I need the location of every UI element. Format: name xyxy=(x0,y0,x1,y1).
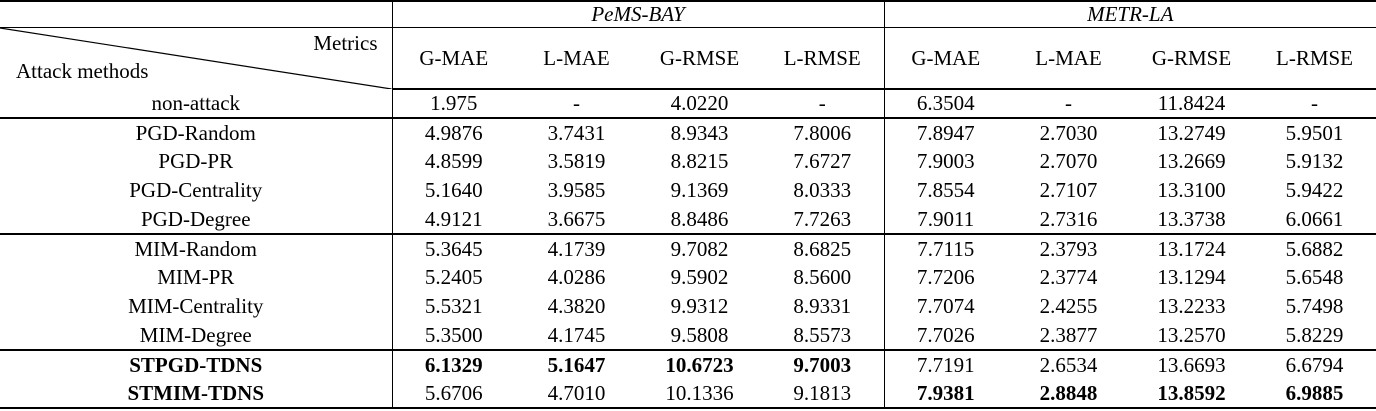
value-cell: - xyxy=(761,89,884,118)
value-cell: 5.1647 xyxy=(547,352,606,377)
value-cell: 7.7026 xyxy=(884,321,1007,350)
value-cell: 8.8486 xyxy=(638,205,761,234)
value-cell: 5.6548 xyxy=(1285,265,1344,289)
value-cell: 2.3793 xyxy=(1039,236,1098,261)
corner-metrics-label: Metrics xyxy=(313,31,378,55)
value-cell: 4.0286 xyxy=(547,265,606,289)
table-row xyxy=(0,118,1376,147)
value-cell: 6.0661 xyxy=(1253,205,1376,234)
table-row xyxy=(0,321,1376,350)
value-cell: 9.5808 xyxy=(638,321,761,350)
value-cell: 7.8006 xyxy=(793,120,852,145)
value-cell: 6.6794 xyxy=(1285,352,1344,377)
value-cell: 13.2749 xyxy=(1157,120,1226,145)
value-cell: 2.3877 xyxy=(1007,321,1130,350)
value-cell: 13.1294 xyxy=(1157,265,1226,289)
method-cell: non-attack xyxy=(0,89,392,118)
value-cell: 9.5902 xyxy=(670,265,729,289)
group-header-metr-la: METR-LA xyxy=(884,1,1376,28)
value-cell: 13.6693 xyxy=(1157,352,1226,377)
dataset-header-row xyxy=(0,1,1376,28)
value-cell: 5.9422 xyxy=(1285,178,1344,202)
value-cell: 8.5600 xyxy=(793,265,852,289)
value-cell: 9.9312 xyxy=(670,294,729,318)
value-cell: 2.8848 xyxy=(1039,380,1098,405)
value-cell: 5.3645 xyxy=(392,234,515,263)
value-cell: 7.6727 xyxy=(793,149,852,173)
value-cell: 13.3100 xyxy=(1157,178,1226,202)
value-cell: 11.8424 xyxy=(1130,89,1253,118)
value-cell: 7.7115 xyxy=(884,234,1007,263)
value-cell: 2.7316 xyxy=(1007,205,1130,234)
value-cell: 6.3504 xyxy=(884,89,1007,118)
value-cell: 4.9876 xyxy=(392,118,515,147)
value-cell: 6.1329 xyxy=(392,350,515,379)
value-cell: 9.1369 xyxy=(670,178,729,202)
metric-header: L-MAE xyxy=(1007,28,1130,90)
value-cell: 7.9381 xyxy=(884,379,1007,408)
value-cell: 4.8599 xyxy=(392,147,515,176)
value-cell: 2.3774 xyxy=(1039,265,1098,289)
value-cell: 7.9011 xyxy=(884,205,1007,234)
table-row xyxy=(0,350,1376,379)
value-cell: 4.7010 xyxy=(547,380,606,405)
method-cell: MIM-PR xyxy=(157,265,235,289)
value-cell: 4.0220 xyxy=(638,89,761,118)
table-row xyxy=(0,263,1376,292)
table-row xyxy=(0,89,1376,118)
corner-attack-methods-label: Attack methods xyxy=(16,59,149,83)
table-row xyxy=(0,205,1376,234)
value-cell: 1.975 xyxy=(392,89,515,118)
metric-header: G-RMSE xyxy=(638,28,761,90)
value-cell: 5.9501 xyxy=(1285,120,1344,145)
value-cell: 8.8215 xyxy=(670,149,729,173)
table-body xyxy=(0,89,1376,408)
value-cell: 13.2669 xyxy=(1157,149,1226,173)
value-cell: 5.5321 xyxy=(392,292,515,321)
method-cell: MIM-Random xyxy=(134,236,257,261)
value-cell: 13.2233 xyxy=(1157,294,1226,318)
value-cell: 5.6706 xyxy=(392,379,515,408)
value-cell: 13.1724 xyxy=(1157,236,1226,261)
value-cell: 9.7082 xyxy=(670,236,729,261)
method-cell: MIM-Centrality xyxy=(128,294,264,318)
table-row xyxy=(0,292,1376,321)
value-cell: 4.1745 xyxy=(515,321,638,350)
value-cell: 7.7263 xyxy=(761,205,884,234)
value-cell: 2.4255 xyxy=(1039,294,1098,318)
value-cell: 6.9885 xyxy=(1285,380,1344,405)
table-row xyxy=(0,147,1376,176)
corner-empty-cell xyxy=(0,1,392,28)
value-cell: 13.3738 xyxy=(1130,205,1253,234)
value-cell: 8.0333 xyxy=(793,178,852,202)
value-cell: 8.6825 xyxy=(793,236,852,261)
value-cell: 3.9585 xyxy=(547,178,606,202)
value-cell: 7.7206 xyxy=(884,263,1007,292)
value-cell: 9.7003 xyxy=(793,352,852,377)
value-cell: - xyxy=(1253,89,1376,118)
method-cell: PGD-PR xyxy=(158,149,234,173)
value-cell: 8.5573 xyxy=(761,321,884,350)
value-cell: 8.9331 xyxy=(793,294,852,318)
value-cell: 10.1336 xyxy=(665,380,734,405)
group-header-pems-bay: PeMS-BAY xyxy=(392,1,884,28)
value-cell: 7.9003 xyxy=(884,147,1007,176)
metric-header: G-RMSE xyxy=(1130,28,1253,90)
value-cell: 2.6534 xyxy=(1039,352,1098,377)
metric-header: G-MAE xyxy=(884,28,1007,90)
value-cell: 10.6723 xyxy=(665,352,734,377)
value-cell: - xyxy=(1007,89,1130,118)
method-cell: PGD-Centrality xyxy=(129,178,263,202)
value-cell: 4.9121 xyxy=(392,205,515,234)
value-cell: 7.8947 xyxy=(884,118,1007,147)
value-cell: 4.1739 xyxy=(547,236,606,261)
value-cell: 8.9343 xyxy=(670,120,729,145)
value-cell: 7.8554 xyxy=(884,176,1007,205)
corner-diagonal-cell xyxy=(0,28,392,90)
metric-header: L-MAE xyxy=(515,28,638,90)
metric-header: L-RMSE xyxy=(1253,28,1376,90)
metric-header-row xyxy=(0,28,1376,90)
method-cell: MIM-Degree xyxy=(0,321,392,350)
value-cell: 7.7191 xyxy=(884,350,1007,379)
value-cell: - xyxy=(515,89,638,118)
table-row xyxy=(0,379,1376,408)
value-cell: 4.3820 xyxy=(547,294,606,318)
metric-header: L-RMSE xyxy=(761,28,884,90)
value-cell: 2.7070 xyxy=(1039,149,1098,173)
method-cell: STMIM-TDNS xyxy=(127,380,264,405)
value-cell: 13.8592 xyxy=(1157,380,1226,405)
value-cell: 3.5819 xyxy=(547,149,606,173)
value-cell: 5.8229 xyxy=(1253,321,1376,350)
value-cell: 5.2405 xyxy=(392,263,515,292)
method-cell: PGD-Degree xyxy=(0,205,392,234)
value-cell: 3.6675 xyxy=(515,205,638,234)
value-cell: 5.7498 xyxy=(1285,294,1344,318)
value-cell: 5.3500 xyxy=(392,321,515,350)
value-cell: 13.2570 xyxy=(1130,321,1253,350)
table-row xyxy=(0,234,1376,263)
table-row xyxy=(0,176,1376,205)
method-cell: STPGD-TDNS xyxy=(129,352,263,377)
method-cell: PGD-Random xyxy=(135,120,256,145)
value-cell: 5.9132 xyxy=(1285,149,1344,173)
value-cell: 2.7107 xyxy=(1039,178,1098,202)
value-cell: 7.7074 xyxy=(884,292,1007,321)
value-cell: 2.7030 xyxy=(1039,120,1098,145)
value-cell: 5.1640 xyxy=(392,176,515,205)
value-cell: 3.7431 xyxy=(547,120,606,145)
metric-header: G-MAE xyxy=(392,28,515,90)
value-cell: 9.1813 xyxy=(793,380,852,405)
value-cell: 5.6882 xyxy=(1285,236,1344,261)
